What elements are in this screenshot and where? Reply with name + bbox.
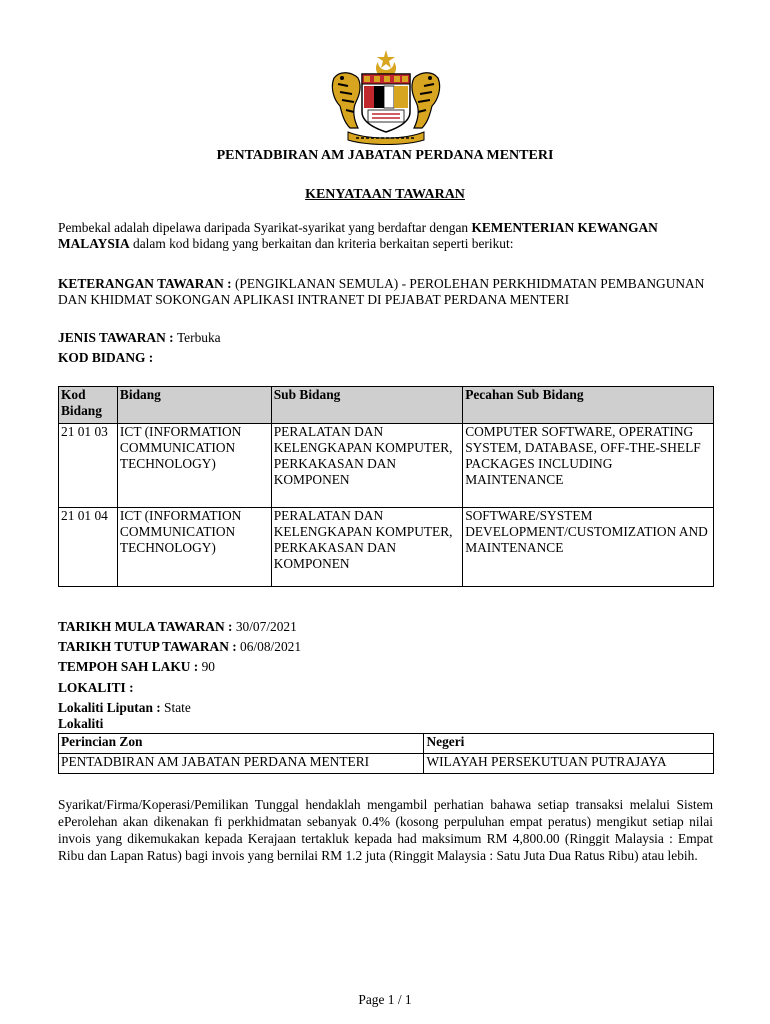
- header-sub-bidang: Sub Bidang: [271, 387, 462, 424]
- locality-heading: Lokaliti: [58, 716, 104, 731]
- locality-table: [58, 733, 714, 774]
- kod-bidang-table: [58, 386, 714, 587]
- table-header-row: [59, 734, 714, 754]
- cell-pecahan: SOFTWARE/SYSTEM DEVELOPMENT/CUSTOMIZATION AND MAINTENANCE: [463, 508, 714, 587]
- validity-period: TEMPOH SAH LAKU : 90: [58, 659, 215, 674]
- table-row: [59, 754, 714, 774]
- table-row: [59, 424, 714, 508]
- table-row: [59, 508, 714, 587]
- cell-sub-bidang: PERALATAN DAN KELENGKAPAN KOMPUTER, PERKAKASAN DAN KOMPONEN: [271, 424, 462, 508]
- cell-kod: 21 01 03: [59, 424, 118, 508]
- header-pecahan: Pecahan Sub Bidang: [463, 387, 714, 424]
- locality-label: LOKALITI :: [58, 680, 134, 695]
- header-kod: Kod Bidang: [59, 387, 118, 424]
- end-date: TARIKH TUTUP TAWARAN : 06/08/2021: [58, 639, 302, 654]
- document-title: KENYATAAN TAWARAN: [305, 187, 465, 202]
- locality-coverage: Lokaliti Liputan : State: [58, 700, 191, 715]
- coat-of-arms-icon: [328, 48, 444, 146]
- cell-kod: 21 01 04: [59, 508, 118, 587]
- header-negeri: Negeri: [424, 734, 714, 754]
- cell-sub-bidang: PERALATAN DAN KELENGKAPAN KOMPUTER, PERKAKASAN DAN KOMPONEN: [271, 508, 462, 587]
- ministry-name: KEMENTERIAN KEWANGAN MALAYSIA: [58, 220, 658, 251]
- agency-name: PENTADBIRAN AM JABATAN PERDANA MENTERI: [216, 148, 554, 163]
- tender-type: JENIS TAWARAN : Terbuka: [58, 330, 221, 345]
- tender-description: KETERANGAN TAWARAN : (PENGIKLANAN SEMULA) - PEROLEHAN PERKHIDMATAN PEMBANGUNAN DAN KHIDMAT SOKONGAN APLIKASI INTRANET DI PEJABAT PERDANA MENTERI: [58, 276, 705, 307]
- header-bidang: Bidang: [117, 387, 271, 424]
- cell-zon: PENTADBIRAN AM JABATAN PERDANA MENTERI: [59, 754, 424, 774]
- cell-negeri: WILAYAH PERSEKUTUAN PUTRAJAYA: [424, 754, 714, 774]
- fee-notice: Syarikat/Firma/Koperasi/Pemilikan Tunggal hendaklah mengambil perhatian bahawa setiap transaksi melalui Sistem ePerolehan akan dikenakan fi perkhidmatan sebanyak 0.4% (kosong perpuluhan empat peratus) mengikut setiap nilai invois yang dikemukakan kepada Kerajaan tertakluk kepada had maksimum RM 4,800.00 (Ringgit Malaysia : Empat Ribu dan Lapan Ratus) bagi invois yang bernilai RM 1.2 juta (Ringgit Malaysia : Satu Juta Dua Ratus Ribu) atau lebih.: [58, 797, 713, 863]
- cell-bidang: ICT (INFORMATION COMMUNICATION TECHNOLOGY): [117, 424, 271, 508]
- header-perincian-zon: Perincian Zon: [59, 734, 424, 754]
- start-date: TARIKH MULA TAWARAN : 30/07/2021: [58, 619, 297, 634]
- kod-bidang-label: KOD BIDANG :: [58, 350, 154, 365]
- cell-bidang: ICT (INFORMATION COMMUNICATION TECHNOLOGY): [117, 508, 271, 587]
- page-number: Page 1 / 1: [358, 992, 412, 1007]
- cell-pecahan: COMPUTER SOFTWARE, OPERATING SYSTEM, DATABASE, OFF-THE-SHELF PACKAGES INCLUDING MAINTENANCE: [463, 424, 714, 508]
- table-header-row: [59, 387, 714, 424]
- intro-paragraph: Pembekal adalah dipelawa daripada Syarikat-syarikat yang berdaftar dengan KEMENTERIAN KEWANGAN MALAYSIA dalam kod bidang yang berkaitan dan kriteria berkaitan seperti berikut:: [58, 220, 658, 251]
